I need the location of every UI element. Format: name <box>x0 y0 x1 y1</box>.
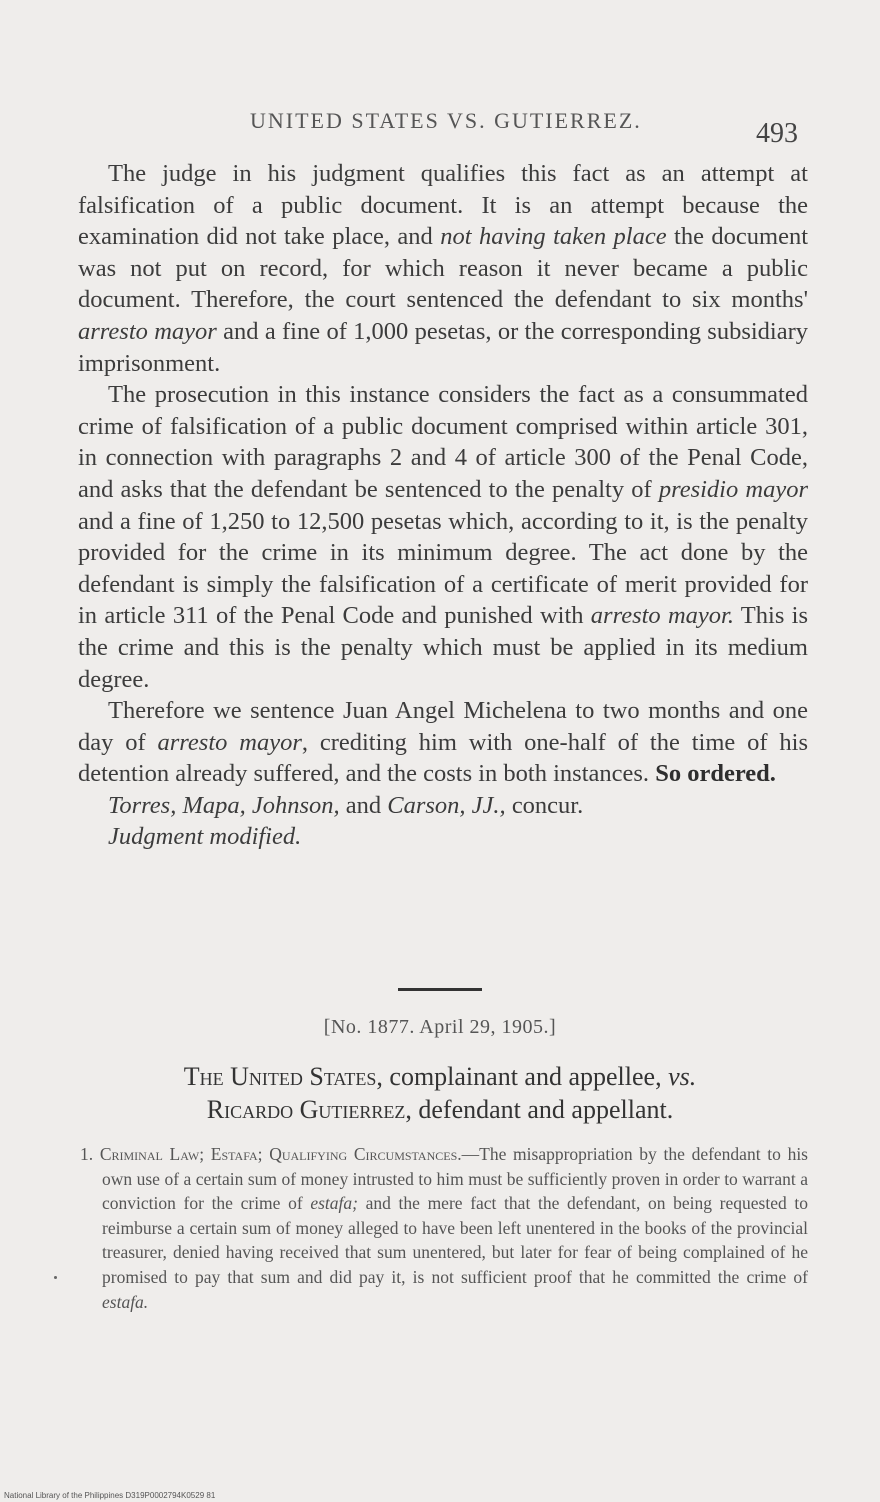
concur-word: concur. <box>505 791 584 819</box>
p2-italic-d: arresto mayor. <box>590 602 734 630</box>
defendant-role: defendant and appellant. <box>411 1095 674 1124</box>
p2-text-c: and a fine of 1,250 to 12,500 pesetas which, according to it, is the penalty provided for the crime in its minimum degree. The act done by the defendant is simply the falsification of a certificate of merit provided for in article 311 of the Penal Code and punished with <box>78 507 808 630</box>
paragraph-3 <box>78 695 808 790</box>
concur-and: and <box>339 791 388 819</box>
opinion-body <box>78 158 808 853</box>
judgment-modified: Judgment modified. <box>108 823 302 851</box>
syllabus-text-c: and the mere fact that the defendant, on being requested to reimburse a certain sum of money alleged to have been left unentered in the books of the provincial treasurer, denied having received that sum unentered, but later for fear of being complained of he promised to pay that sum and did pay it, is not sufficient proof that he committed the crime of <box>102 1193 808 1287</box>
paragraph-2 <box>78 379 808 695</box>
p2-text-a: The prosecution in this instance considers the fact as a consummated crime of falsification of a public document comprised within article 301, in connection with paragraphs 2 and 4 of article 300 of the Penal Code, and asks that the defendant be sentenced to the penalty of <box>78 381 808 503</box>
syllabus-italic-b: estafa; <box>310 1193 358 1214</box>
complainant-role: complainant and appellee, <box>382 1062 669 1091</box>
p1-text-a: The judge in his judgment qualifies this fact as an attempt at falsification of a public document. It is an attempt because the examination did not take place, and <box>78 160 808 251</box>
p1-text-c: the document was not put on record, for which reason it never became a public document. Therefore, the court sentenced the defendant to six months' <box>78 223 808 314</box>
margin-mark <box>54 1276 57 1279</box>
concur-justices-a: Torres, Mapa, Johnson, <box>108 791 340 819</box>
paragraph-judgment <box>78 821 808 853</box>
case-title-line-2 <box>0 1093 880 1126</box>
p3-italic-b: arresto mayor <box>157 728 302 756</box>
versus: vs. <box>668 1062 697 1091</box>
running-head: UNITED STATES VS. GUTIERREZ. <box>250 108 642 133</box>
section-divider <box>398 988 482 991</box>
complainant-name: The United States, <box>183 1062 383 1091</box>
concur-justices-c: Carson, JJ., <box>387 791 506 819</box>
case-number: [No. 1877. April 29, 1905.] <box>323 1016 557 1038</box>
p3-text-a: Therefore we sentence Juan Angel Michelena to two months and one day of <box>78 697 808 756</box>
syllabus-item-1 <box>80 1142 808 1314</box>
page-number: 493 <box>756 118 798 149</box>
syllabus-text-a: —The misappropriation by the defendant to his own use of a certain sum of money intrusted to him must be sufficiently proven in order to warrant a conviction for the crime of <box>102 1144 808 1214</box>
p3-text-c: , crediting him with one-half of the time of his detention already suffered, and the costs in both instances. <box>78 728 808 788</box>
paragraph-1 <box>78 158 808 379</box>
p1-italic-b: not having taken place <box>440 223 667 251</box>
p1-text-e: and a fine of 1,000 pesetas, or the corresponding subsidiary imprisonment. <box>78 317 808 377</box>
case-title <box>0 1060 880 1126</box>
p2-italic-b: presidio mayor <box>658 475 809 503</box>
case-title-line-1 <box>0 1060 880 1093</box>
p2-text-e: This is the crime and this is the penalty which must be applied in its medium degree. <box>78 602 808 693</box>
syllabus <box>80 1142 808 1314</box>
syllabus-italic-d: estafa. <box>102 1291 149 1312</box>
footer-watermark: National Library of the Philippines D319P0002794K0529 81 <box>4 1491 216 1500</box>
paragraph-concurrence <box>78 790 808 822</box>
defendant-name: Ricardo Gutierrez, <box>206 1095 412 1124</box>
syllabus-heading: 1. Criminal Law; Estafa; Qualifying Circumstances. <box>80 1144 462 1164</box>
p1-italic-d: arresto mayor <box>78 317 217 345</box>
p3-bold-d: So ordered. <box>655 760 776 788</box>
